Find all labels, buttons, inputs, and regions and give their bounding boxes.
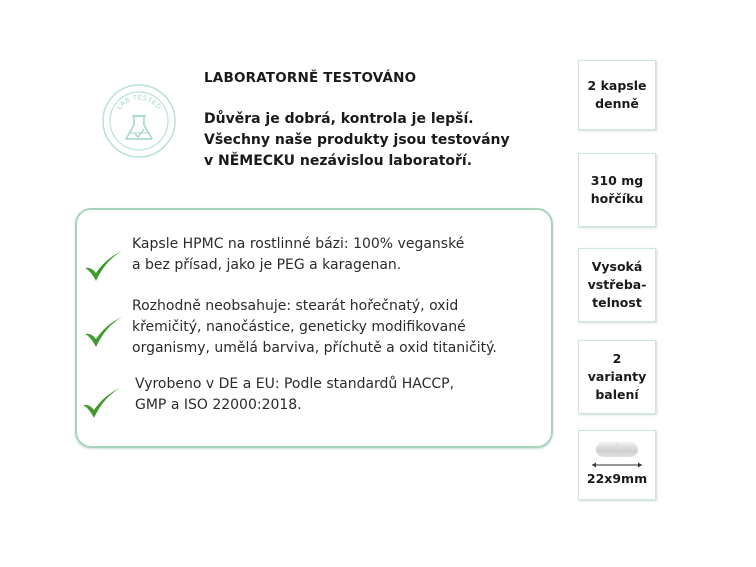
- intro-line: v NĚMECKU nezávislou laboratoří.: [204, 153, 473, 169]
- svg-text:LAB TESTED: LAB TESTED: [115, 93, 163, 112]
- feature-line: Vyrobeno v DE a EU: Podle standardů HACCP,: [135, 376, 455, 392]
- spec-line: 2 kapsle: [587, 78, 647, 93]
- feature-line: Rozhodně neobsahuje: stearát hořečnatý, oxid: [132, 298, 459, 314]
- spec-absorption: [578, 248, 656, 322]
- feature-line: křemičitý, nanočástice, geneticky modifikované: [132, 319, 466, 335]
- checkmark-icon: [81, 385, 121, 421]
- lab-tested-badge: [101, 83, 177, 159]
- section-heading: LABORATORNĚ TESTOVÁNO: [204, 70, 417, 86]
- spec-line: 22x9mm: [586, 471, 648, 486]
- spec-line: telnost: [592, 295, 642, 310]
- spec-line: 310 mg: [590, 173, 644, 188]
- feature-line: a bez přísad, jako je PEG a karagenan.: [132, 257, 402, 273]
- feature-line: Kapsle HPMC na rostlinné bázi: 100% veganské: [132, 236, 465, 252]
- spec-daily-dose: [578, 60, 656, 130]
- intro-line: Důvěra je dobrá, kontrola je lepší.: [204, 111, 474, 127]
- capsule-icon: [596, 442, 638, 457]
- spec-variants: [578, 340, 656, 414]
- spec-line: denně: [595, 96, 639, 111]
- spec-magnesium: [578, 153, 656, 227]
- double-arrow-icon: [590, 461, 644, 469]
- spec-line: Vysoká: [591, 259, 643, 274]
- spec-capsule-size: [578, 430, 656, 500]
- checkmark-icon: [83, 248, 123, 284]
- intro-line: Všechny naše produkty jsou testovány: [204, 132, 510, 148]
- intro-text: [204, 109, 510, 172]
- checkmark-icon: [83, 314, 123, 350]
- features-box: [75, 208, 553, 448]
- lab-tested-flask-icon: [101, 83, 177, 159]
- spec-line: 2: [612, 351, 622, 366]
- spec-line: hořčíku: [590, 191, 644, 206]
- spec-line: balení: [595, 387, 639, 402]
- feature-line: organismy, umělá barviva, příchutě a oxid titaničitý.: [132, 340, 497, 356]
- spec-line: vstřeba-: [587, 277, 647, 292]
- feature-line: GMP a ISO 22000:2018.: [135, 397, 302, 413]
- spec-line: varianty: [587, 369, 647, 384]
